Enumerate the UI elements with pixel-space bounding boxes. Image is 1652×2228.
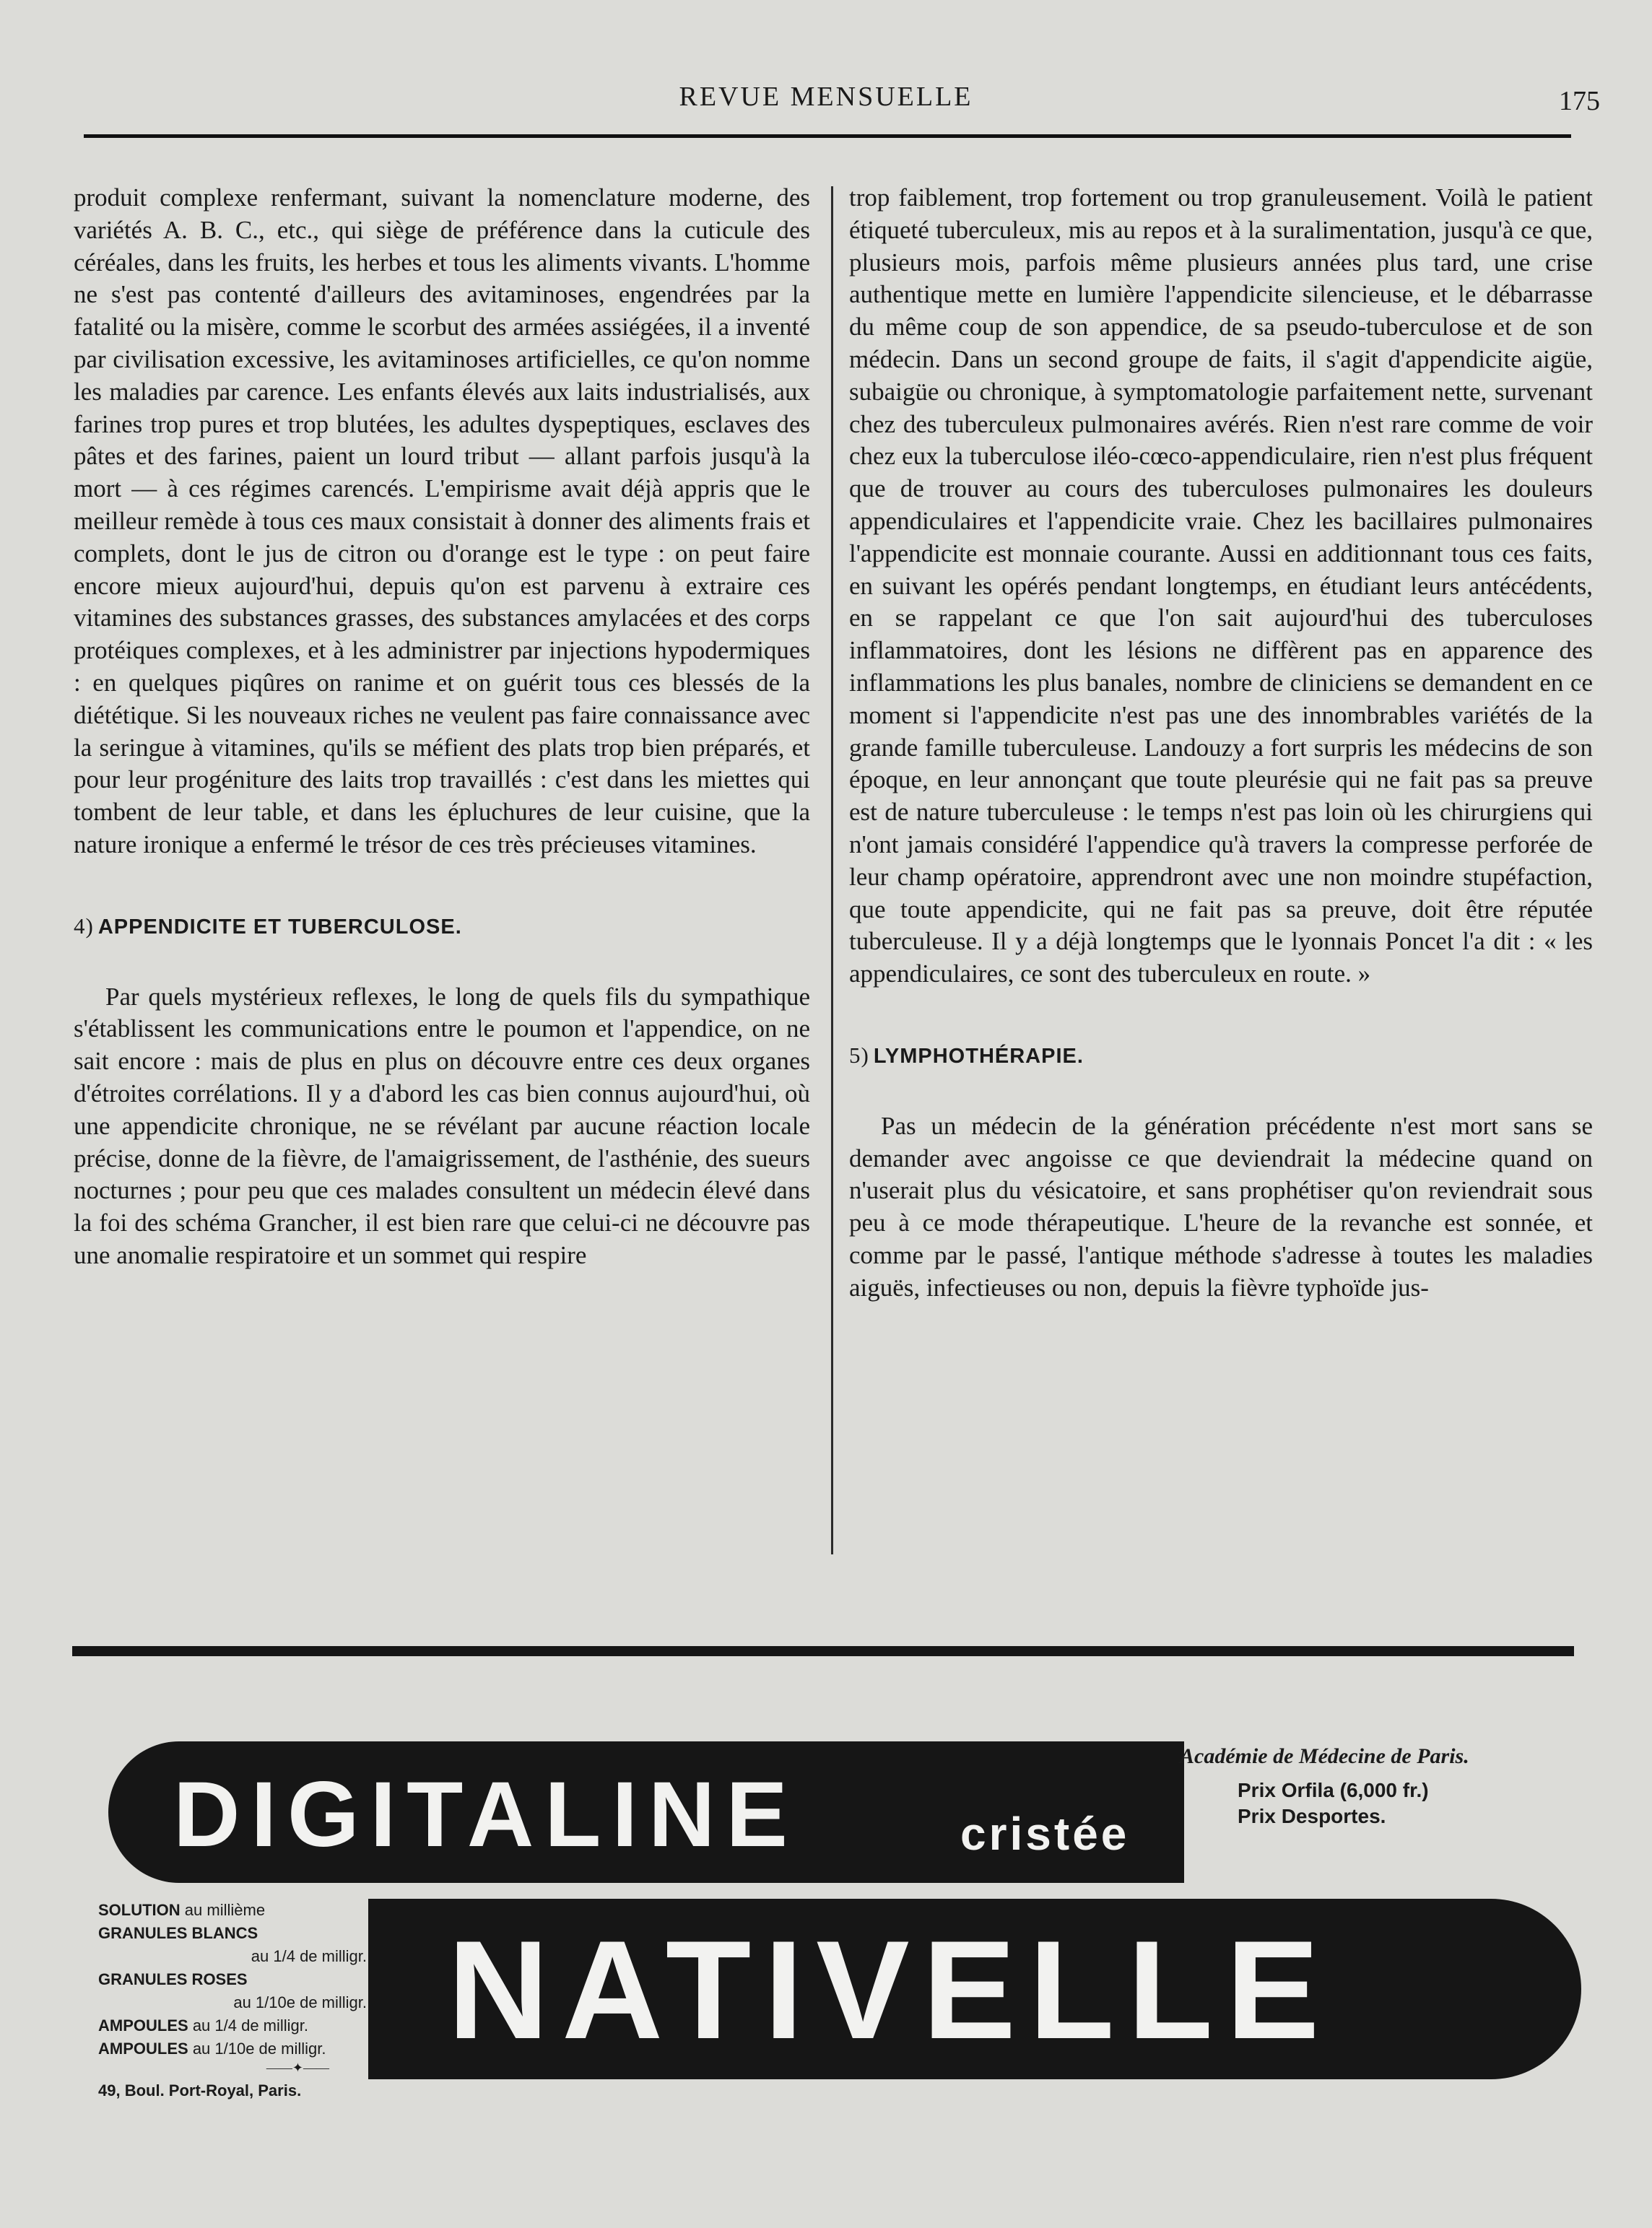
- section-number: 5): [849, 1042, 869, 1068]
- footer-rule: [72, 1646, 1574, 1656]
- ad-form-item: AMPOULES au 1/4 de milligr.: [98, 2016, 309, 2035]
- section-number: 4): [74, 913, 94, 939]
- ad-form-item: SOLUTION au millième: [98, 1901, 266, 1919]
- body-paragraph: trop faiblement, trop fortement ou trop granuleusement. Voilà le patient étiqueté tuberculeux, mis au repos et à la suralimentation, jusqu'à ce que, plusieurs mois, parfois même plusieurs années plus tard, une crise authentique mette en lumière l'appendicite silencieuse, et le débarrasse du même coup de son appendice, de sa pseudo-tuberculose et de son médecin. Dans un second groupe de faits, il s'agit d'appendicite aigüe, subaigüe ou chronique, à symptomatologie parfaitement nette, survenant chez des tuberculeux pulmonaires avérés. Rien n'est rare comme de voir chez eux la tuberculose iléo-cœco-appendiculaire, rien n'est plus fréquent que de trouver au cours des tuberculoses pulmonaires les douleurs appendiculaires et l'appendicite vraie. Chez les bacillaires pulmonaires l'appendicite est monnaie courante. Aussi en additionnant tous ces faits, en suivant les opérés pendant longtemps, en étudiant leurs antécédents, en se rappelant ce que l'on sait aujourd'hui des tuberculoses inflammatoires, dont les lésions ne diffèrent pas en apparence des inflammations les plus banales, nombre de cliniciens se demandent en ce moment si l'appendicite n'est pas une des innombrables variétés de la grande famille tuberculeuse. Landouzy a fort surpris les médecins de son époque, en leur annonçant que toute pleurésie qui ne fait pas sa preuve est de nature tuberculeuse : le temps n'est pas loin où les chirurgiens qui n'ont jamais considéré l'appendice qu'à travers la compresse perforée de leur champ opératoire, apprendront avec une non moindre stupéfaction, que toute appendicite, qui ne fait pas sa preuve, doit être réputée tuberculeuse. Il y a déjà longtemps que le lyonnais Poncet l'a dit : « les appendiculaires, ce sont des tuberculeux en route. »: [849, 183, 1593, 988]
- body-paragraph: Pas un médecin de la génération précédente n'est mort sans se demander avec angoisse ce que deviendrait la médecine quand on n'userait plus du vésicatoire, et sans prophétiser qu'on reviendrait sous peu à ce mode thérapeutique. L'heure de la revanche est sonnée, et comme par le passé, l'antique méthode s'adresse à toutes les maladies aiguës, infectieuses ou non, depuis la fièvre typhoïde jus-: [849, 1111, 1593, 1302]
- ad-brand-name: NATIVELLE: [448, 1912, 1333, 2068]
- ad-award: Prix Desportes.: [1238, 1805, 1386, 1827]
- ad-award: Prix Orfila (6,000 fr.): [1238, 1779, 1429, 1801]
- ad-form-item: AMPOULES au 1/10e de milligr.: [98, 2040, 326, 2058]
- page-number: 175: [1559, 86, 1600, 116]
- ad-product-name: DIGITALINE: [173, 1763, 799, 1866]
- ad-form-item: GRANULES ROSES: [98, 1970, 248, 1988]
- advertisement: [0, 1682, 1652, 2115]
- ad-form-detail: au 1/10e de milligr.: [233, 1993, 367, 2011]
- ad-award-org: Académie de Médecine de Paris.: [1180, 1744, 1469, 1768]
- body-paragraph: produit complexe renfermant, suivant la nomenclature moderne, des variétés A. B. C., etc., qui siège de préférence dans la cuticule des céréales, dans les fruits, les herbes et tous les aliments vivants. L'homme ne s'est pas contenté d'ailleurs des avitaminoses, engendrées par la fatalité ou la misère, comme le scorbut des armées assiégées, il a inventé par civilisation excessive, les avitaminoses artificielles, ce qu'on nomme les maladies par carence. Les enfants élevés aux laits industrialisés, aux farines trop pures et trop blutées, les adultes dyspeptiques, esclaves des pâtes et des farines, paient un lourd tribut — allant parfois jusqu'à la mort — à ces régimes carencés. L'empirisme avait déjà appris que le meilleur remède à tous ces maux consistait à donner des aliments frais et complets, dont le jus de citron ou d'orange est le type : on peut faire encore mieux aujourd'hui, depuis qu'on est parvenu à extraire ces vitamines des substances grasses, des substances amylacées et des corps protéiques complexes, et à les administrer par injections hypodermiques : en quelques piqûres on ranime et on guérit tous ces blessés de la diététique. Si les nouveaux riches ne veulent pas faire connaissance avec la seringue à vitamines, qu'ils se méfient des plats trop bien préparés, et pour leur progéniture des laits trop travaillés : c'est dans les miettes qui tombent de leur table, et dans les épluchures de leur cuisine, que la nature ironique a enfermé le trésor de ces très précieuses vitamines.: [74, 183, 810, 858]
- section-title: LYMPHOTHÉRAPIE.: [873, 1044, 1084, 1068]
- ad-form-item: GRANULES BLANCS: [98, 1924, 258, 1942]
- section-title: APPENDICITE ET TUBERCULOSE.: [97, 915, 462, 939]
- ad-forms-list: [98, 1899, 373, 2102]
- running-header: REVUE MENSUELLE: [679, 82, 973, 112]
- ornament-divider: ——✦——: [266, 2061, 329, 2075]
- right-column: [849, 182, 1593, 1305]
- ad-form-detail: au 1/4 de milligr.: [251, 1947, 367, 1965]
- left-column: [74, 182, 810, 1272]
- header-rule: [84, 134, 1571, 138]
- ad-address: 49, Boul. Port-Royal, Paris.: [98, 2081, 302, 2099]
- section-heading-appendicite: [74, 910, 810, 944]
- section-heading-lymphotherapie: [849, 1040, 1593, 1073]
- column-divider: [831, 186, 833, 1554]
- ad-product-suffix: cristée: [960, 1808, 1130, 1860]
- body-paragraph: Par quels mystérieux reflexes, le long de quels fils du sympathique s'établissent les communications entre le poumon et l'appendice, on ne sait encore : mais de plus en plus on découvre entre ces deux organes d'étroites corrélations. Il y a d'abord les cas bien connus aujourd'hui, où une appendicite chronique, ne se révélant par aucune réaction locale précise, donne de la fièvre, de l'amaigrissement, de l'asthénie, des sueurs nocturnes ; pour peu que ces malades consultent un médecin élevé dans la foi des schéma Grancher, il est bien rare que celui-ci ne découvre pas une anomalie respiratoire et un sommet qui respire: [74, 982, 810, 1269]
